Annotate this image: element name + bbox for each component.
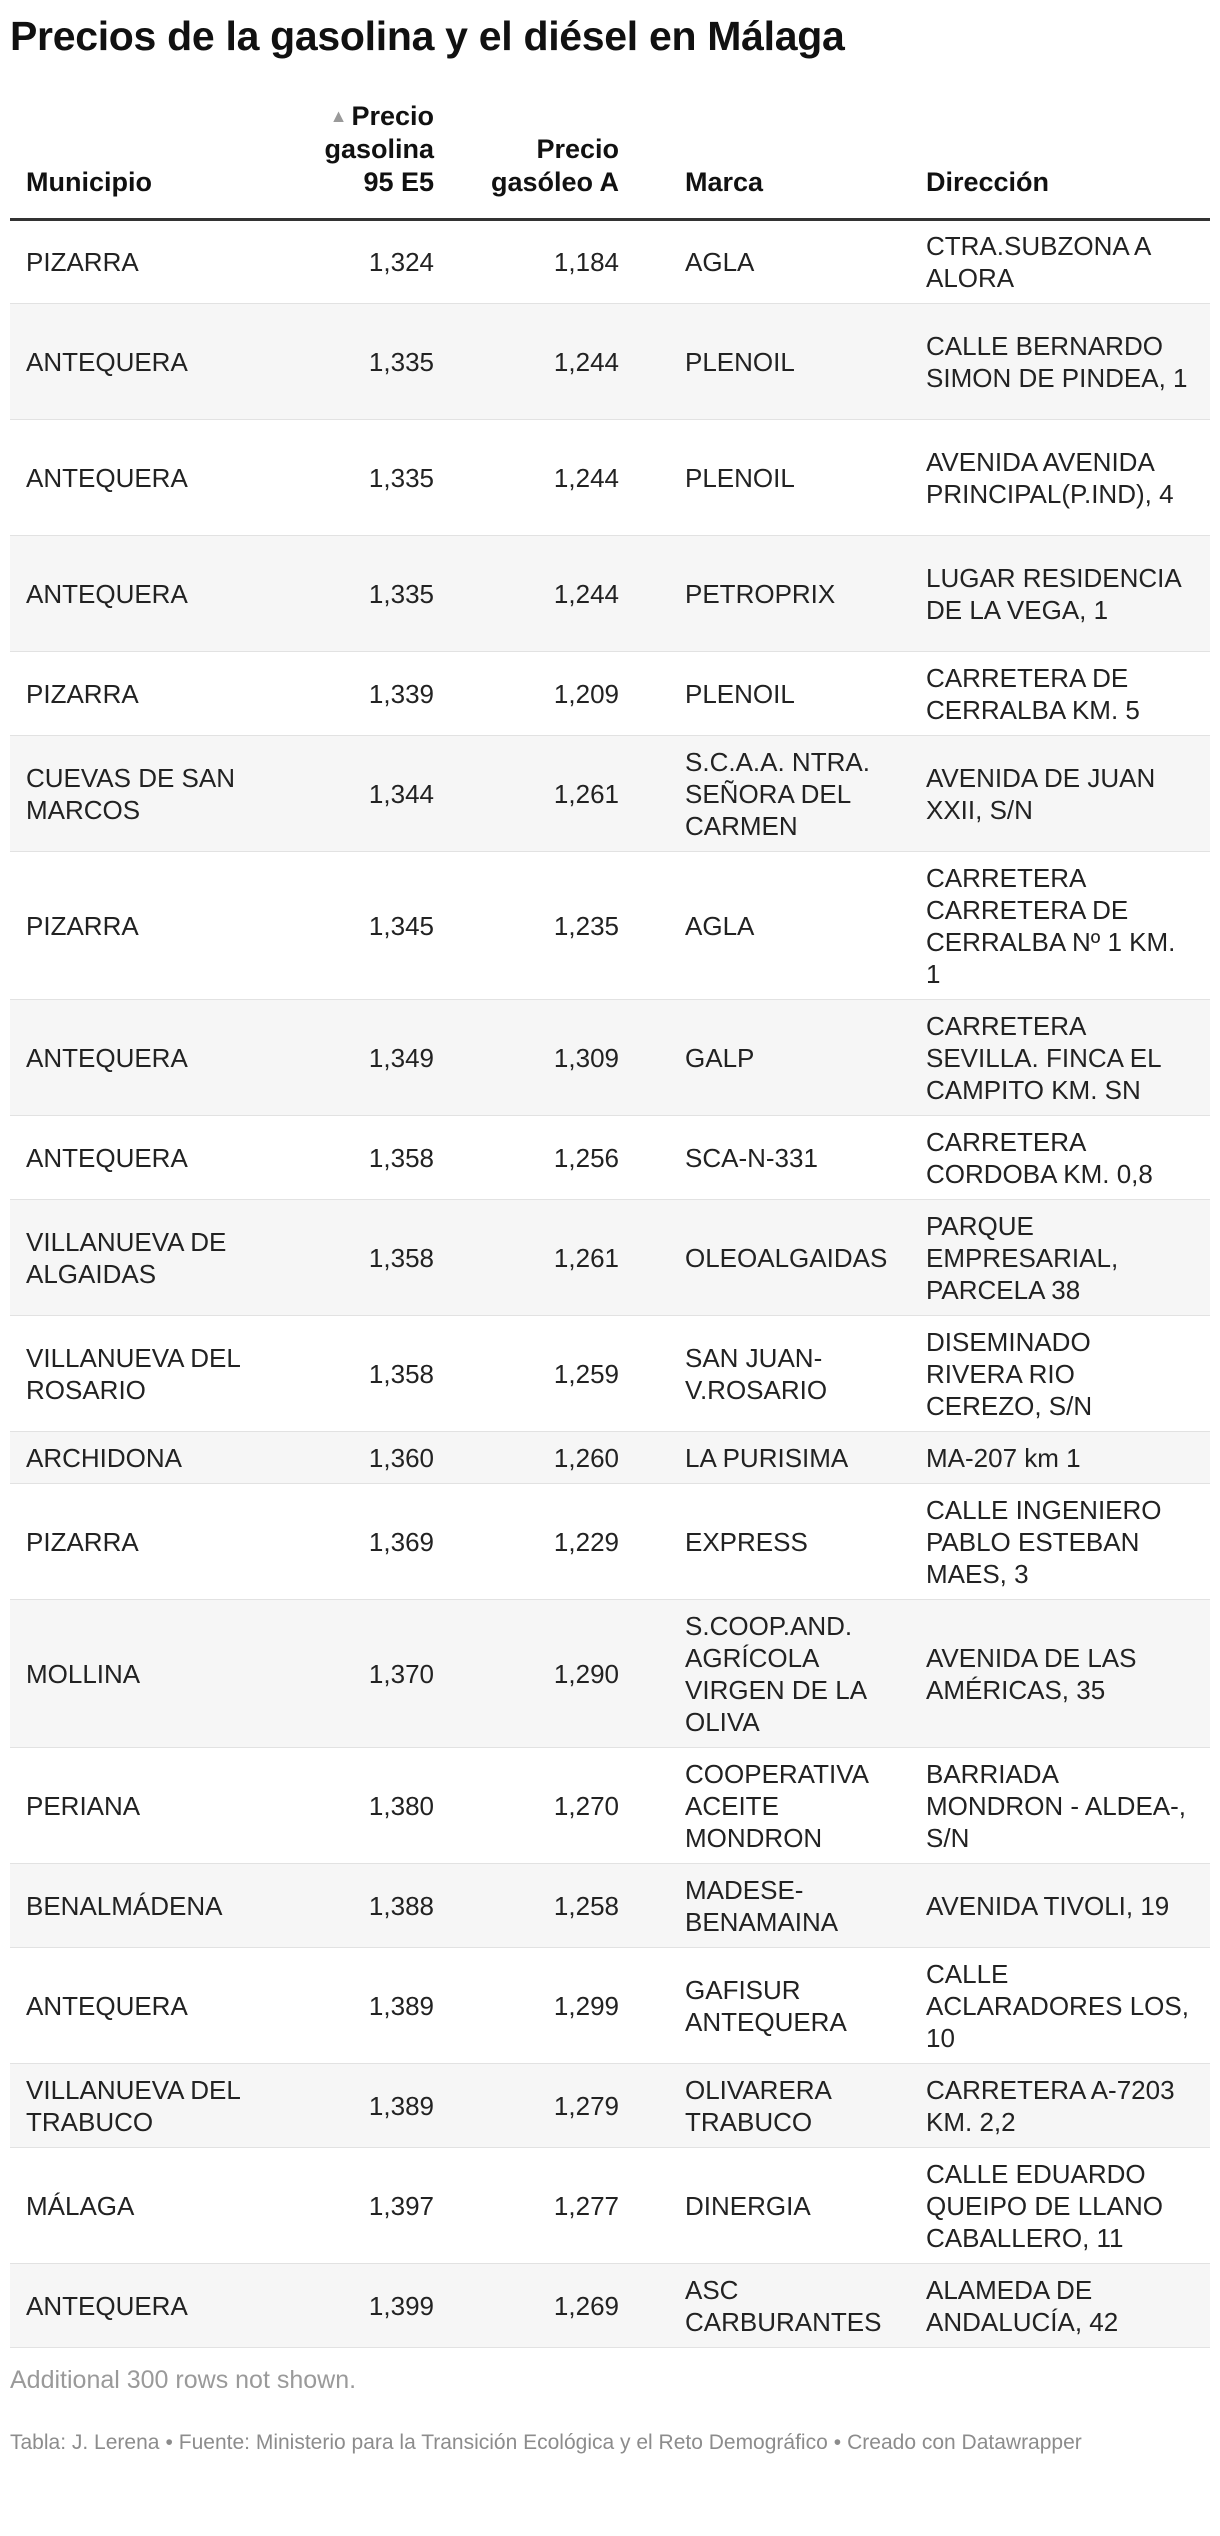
cell-gasoleo: 1,259 <box>450 1316 635 1432</box>
footer-separator: • <box>833 2431 842 2454</box>
cell-gasolina: 1,335 <box>290 420 450 536</box>
cell-direccion: CALLE ACLARADORES LOS, 10 <box>910 1948 1210 2064</box>
cell-municipio: CUEVAS DE SAN MARCOS <box>10 736 290 852</box>
cell-direccion: CARRETERA SEVILLA. FINCA EL CAMPITO KM. SN <box>910 1000 1210 1116</box>
cell-gasolina: 1,345 <box>290 852 450 1000</box>
table-row <box>10 736 1210 852</box>
cell-municipio: ARCHIDONA <box>10 1432 290 1484</box>
column-header-direccion[interactable] <box>910 100 1210 220</box>
cell-municipio: PIZARRA <box>10 1484 290 1600</box>
cell-marca: GAFISUR ANTEQUERA <box>635 1948 910 2064</box>
cell-direccion: ALAMEDA DE ANDALUCÍA, 42 <box>910 2264 1210 2348</box>
cell-municipio: ANTEQUERA <box>10 536 290 652</box>
table-row <box>10 1116 1210 1200</box>
cell-gasolina: 1,388 <box>290 1864 450 1948</box>
page-title: Precios de la gasolina y el diésel en Málaga <box>10 13 845 59</box>
cell-gasoleo: 1,244 <box>450 536 635 652</box>
table-row <box>10 1316 1210 1432</box>
column-header-gasoleo[interactable] <box>450 100 635 220</box>
footer-source: Fuente: Ministerio para la Transición Ecológica y el Reto Demográfico <box>178 2431 828 2454</box>
cell-gasolina: 1,358 <box>290 1316 450 1432</box>
column-header-marca[interactable] <box>635 100 910 220</box>
column-header-gasoleo-label: Precio gasóleo A <box>490 134 619 197</box>
cell-municipio: PIZARRA <box>10 220 290 304</box>
cell-marca: S.C.A.A. NTRA. SEÑORA DEL CARMEN <box>635 736 910 852</box>
cell-municipio: MÁLAGA <box>10 2148 290 2264</box>
cell-gasolina: 1,389 <box>290 2064 450 2148</box>
cell-marca: OLIVARERA TRABUCO <box>635 2064 910 2148</box>
column-header-municipio[interactable] <box>10 100 290 220</box>
cell-municipio: ANTEQUERA <box>10 1948 290 2064</box>
cell-municipio: PIZARRA <box>10 652 290 736</box>
table-row <box>10 1948 1210 2064</box>
sort-ascending-icon: ▲ <box>329 106 348 126</box>
cell-municipio: BENALMÁDENA <box>10 1864 290 1948</box>
table-row <box>10 2064 1210 2148</box>
table-row <box>10 1432 1210 1484</box>
table-row <box>10 1000 1210 1116</box>
table-row <box>10 652 1210 736</box>
cell-municipio: ANTEQUERA <box>10 304 290 420</box>
cell-direccion: BARRIADA MONDRON - ALDEA-, S/N <box>910 1748 1210 1864</box>
column-header-municipio-label: Municipio <box>26 167 152 197</box>
cell-municipio: ANTEQUERA <box>10 2264 290 2348</box>
cell-direccion: CARRETERA CARRETERA DE CERRALBA Nº 1 KM. 1 <box>910 852 1210 1000</box>
table-row <box>10 852 1210 1000</box>
cell-gasoleo: 1,260 <box>450 1432 635 1484</box>
column-header-marca-label: Marca <box>685 167 764 197</box>
cell-direccion: LUGAR RESIDENCIA DE LA VEGA, 1 <box>910 536 1210 652</box>
cell-direccion: DISEMINADO RIVERA RIO CEREZO, S/N <box>910 1316 1210 1432</box>
cell-marca: ASC CARBURANTES <box>635 2264 910 2348</box>
cell-gasolina: 1,370 <box>290 1600 450 1748</box>
table-row <box>10 1484 1210 1600</box>
cell-municipio: MOLLINA <box>10 1600 290 1748</box>
cell-gasolina: 1,349 <box>290 1000 450 1116</box>
cell-marca: PLENOIL <box>635 652 910 736</box>
cell-gasoleo: 1,299 <box>450 1948 635 2064</box>
cell-marca: DINERGIA <box>635 2148 910 2264</box>
table-header-row <box>10 100 1210 220</box>
cell-municipio: PIZARRA <box>10 852 290 1000</box>
cell-gasoleo: 1,261 <box>450 736 635 852</box>
cell-gasolina: 1,389 <box>290 1948 450 2064</box>
cell-gasolina: 1,380 <box>290 1748 450 1864</box>
cell-gasolina: 1,369 <box>290 1484 450 1600</box>
cell-municipio: VILLANUEVA DE ALGAIDAS <box>10 1200 290 1316</box>
cell-gasoleo: 1,279 <box>450 2064 635 2148</box>
cell-direccion: AVENIDA DE LAS AMÉRICAS, 35 <box>910 1600 1210 1748</box>
cell-marca: S.COOP.AND. AGRÍCOLA VIRGEN DE LA OLIVA <box>635 1600 910 1748</box>
cell-municipio: ANTEQUERA <box>10 420 290 536</box>
cell-gasoleo: 1,261 <box>450 1200 635 1316</box>
cell-gasolina: 1,335 <box>290 304 450 420</box>
cell-direccion: CALLE EDUARDO QUEIPO DE LLANO CABALLERO, 11 <box>910 2148 1210 2264</box>
cell-direccion: MA-207 km 1 <box>910 1432 1210 1484</box>
cell-municipio: ANTEQUERA <box>10 1000 290 1116</box>
cell-direccion: CARRETERA DE CERRALBA KM. 5 <box>910 652 1210 736</box>
table-row <box>10 2148 1210 2264</box>
footer-credit: Tabla: J. Lerena <box>10 2431 160 2454</box>
table-row <box>10 1600 1210 1748</box>
cell-gasolina: 1,360 <box>290 1432 450 1484</box>
cell-direccion: CARRETERA A-7203 KM. 2,2 <box>910 2064 1210 2148</box>
cell-marca: PLENOIL <box>635 304 910 420</box>
cell-municipio: VILLANUEVA DEL TRABUCO <box>10 2064 290 2148</box>
cell-gasolina: 1,358 <box>290 1116 450 1200</box>
cell-gasoleo: 1,244 <box>450 304 635 420</box>
cell-gasoleo: 1,256 <box>450 1116 635 1200</box>
cell-marca: LA PURISIMA <box>635 1432 910 1484</box>
cell-marca: AGLA <box>635 852 910 1000</box>
cell-municipio: ANTEQUERA <box>10 1116 290 1200</box>
table-row <box>10 1864 1210 1948</box>
cell-marca: OLEOALGAIDAS <box>635 1200 910 1316</box>
cell-direccion: PARQUE EMPRESARIAL, PARCELA 38 <box>910 1200 1210 1316</box>
table-row <box>10 2264 1210 2348</box>
fuel-price-table <box>10 100 1210 2348</box>
cell-gasolina: 1,339 <box>290 652 450 736</box>
more-rows-note: Additional 300 rows not shown. <box>10 2366 357 2394</box>
cell-marca: SAN JUAN-V.ROSARIO <box>635 1316 910 1432</box>
cell-municipio: VILLANUEVA DEL ROSARIO <box>10 1316 290 1432</box>
cell-municipio: PERIANA <box>10 1748 290 1864</box>
table-row <box>10 304 1210 420</box>
cell-direccion: AVENIDA TIVOLI, 19 <box>910 1864 1210 1948</box>
cell-marca: AGLA <box>635 220 910 304</box>
table-body <box>10 220 1210 2348</box>
cell-gasoleo: 1,277 <box>450 2148 635 2264</box>
cell-gasoleo: 1,270 <box>450 1748 635 1864</box>
cell-direccion: CTRA.SUBZONA A ALORA <box>910 220 1210 304</box>
cell-gasolina: 1,397 <box>290 2148 450 2264</box>
cell-marca: SCA-N-331 <box>635 1116 910 1200</box>
cell-gasoleo: 1,209 <box>450 652 635 736</box>
cell-gasoleo: 1,269 <box>450 2264 635 2348</box>
cell-marca: PETROPRIX <box>635 536 910 652</box>
table-row <box>10 536 1210 652</box>
column-header-gasolina-label: Precio gasolina 95 E5 <box>324 101 434 197</box>
cell-marca: GALP <box>635 1000 910 1116</box>
cell-direccion: CALLE INGENIERO PABLO ESTEBAN MAES, 3 <box>910 1484 1210 1600</box>
cell-marca: COOPERATIVA ACEITE MONDRON <box>635 1748 910 1864</box>
cell-gasoleo: 1,229 <box>450 1484 635 1600</box>
cell-marca: PLENOIL <box>635 420 910 536</box>
cell-gasoleo: 1,235 <box>450 852 635 1000</box>
cell-gasolina: 1,399 <box>290 2264 450 2348</box>
cell-gasoleo: 1,244 <box>450 420 635 536</box>
cell-gasoleo: 1,290 <box>450 1600 635 1748</box>
footer <box>10 2431 1210 2455</box>
cell-direccion: AVENIDA AVENIDA PRINCIPAL(P.IND), 4 <box>910 420 1210 536</box>
column-header-gasolina[interactable] <box>290 100 450 220</box>
table-row <box>10 1200 1210 1316</box>
cell-gasoleo: 1,309 <box>450 1000 635 1116</box>
cell-marca: MADESE-BENAMAINA <box>635 1864 910 1948</box>
cell-marca: EXPRESS <box>635 1484 910 1600</box>
cell-direccion: CALLE BERNARDO SIMON DE PINDEA, 1 <box>910 304 1210 420</box>
column-header-direccion-label: Dirección <box>926 167 1050 197</box>
cell-gasolina: 1,358 <box>290 1200 450 1316</box>
cell-direccion: CARRETERA CORDOBA KM. 0,8 <box>910 1116 1210 1200</box>
table-row <box>10 420 1210 536</box>
footer-made-with-link[interactable]: Creado con Datawrapper <box>847 2431 1082 2454</box>
table-row <box>10 220 1210 304</box>
cell-gasoleo: 1,258 <box>450 1864 635 1948</box>
cell-gasoleo: 1,184 <box>450 220 635 304</box>
cell-gasolina: 1,335 <box>290 536 450 652</box>
cell-gasolina: 1,344 <box>290 736 450 852</box>
cell-gasolina: 1,324 <box>290 220 450 304</box>
cell-direccion: AVENIDA DE JUAN XXII, S/N <box>910 736 1210 852</box>
footer-separator: • <box>165 2431 173 2454</box>
table-row <box>10 1748 1210 1864</box>
